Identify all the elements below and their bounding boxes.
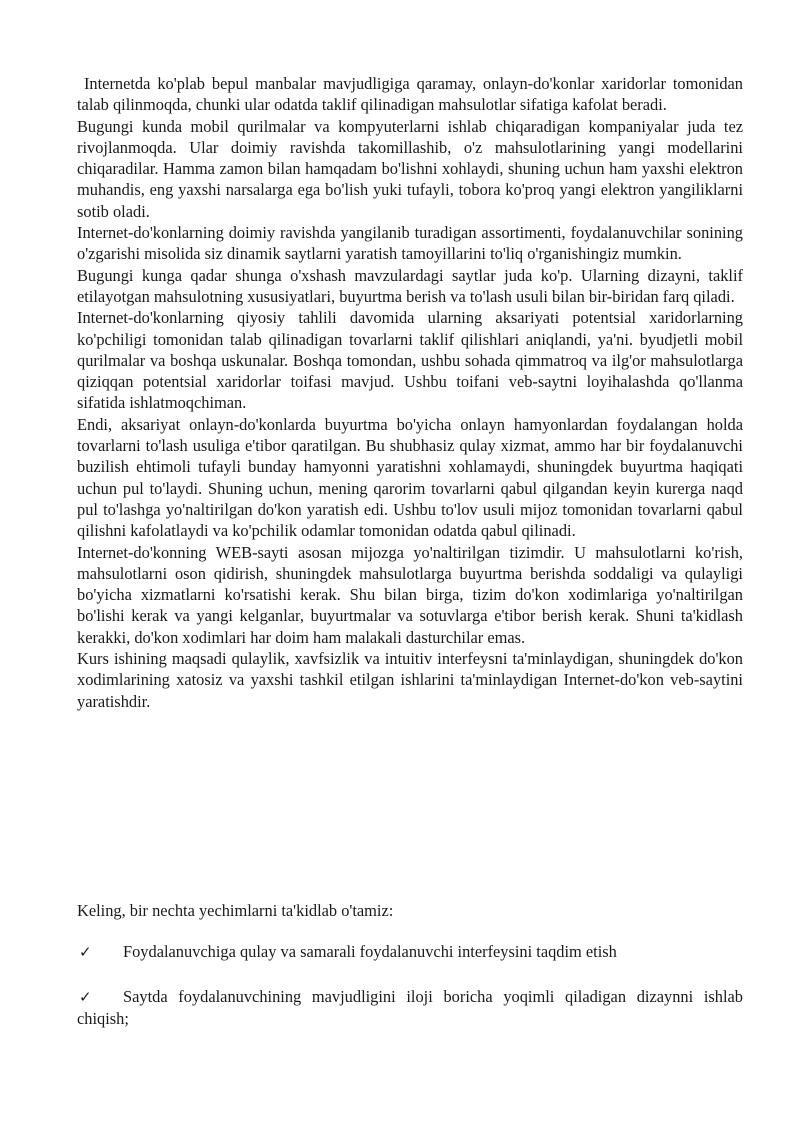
paragraph-4: Bugungi kunga qadar shunga o'xshash mavzulardagi saytlar juda ko'p. Ularning dizayni, taklif etilayotgan mahsulotning xususiyatlari, buyurtma berish va to'lash usuli bilan bir-biridan farq qiladi.	[77, 265, 743, 306]
document-body	[77, 73, 748, 712]
paragraph-2: Bugungi kunda mobil qurilmalar va kompyuterlarni ishlab chiqaradigan kompaniyalar juda tez rivojlanmoqda. Ular doimiy ravishda takomillashib, o'z mahsulotlarining yangi modellarini chiqaradilar. Hamma zamon bilan hamqadam bo'lishni xohlaydi, shuning uchun ham yaxshi elektron muhandis, eng yaxshi narsalarga ega bo'lish yuki tufayli, tobora ko'proq yangi elektron yangiliklarni sotib oladi.	[77, 116, 743, 221]
checkmark-icon: ✓	[79, 988, 92, 1006]
bullet-item-2	[77, 986, 743, 1030]
bullet-text-1: Foydalanuvchiga qulay va samarali foydalanuvchi interfeysini taqdim etish	[123, 942, 617, 961]
checkmark-icon: ✓	[79, 943, 92, 961]
paragraph-5: Internet-do'konlarning qiyosiy tahlili davomida ularning aksariyati potentsial xaridorlarning ko'pchiligi tomonidan talab qilinadigan tovarlarni taklif qilishlari aniqlandi, ya'ni. byudjetli mobil qurilmalar va boshqa uskunalar. Boshqa tomondan, ushbu sohada qimmatroq va ilg'or mahsulotlarga qiziqqan potentsial xaridorlar toifasi mavjud. Ushbu toifani veb-saytni loyihalashda qo'llanma sifatida ishlatmoqchiman.	[77, 308, 743, 413]
bullet-item-1	[77, 941, 743, 963]
paragraph-7: Internet-do'konning WEB-sayti asosan mijozga yo'naltirilgan tizimdir. U mahsulotlarni ko'rish, mahsulotlarni oson qidirish, shuningdek mahsulotlarga buyurtma berishda soddaligi va qulayligi bo'yicha xizmatlarni ko'rsatishi kerak. Shu bilan birga, tizim do'kon xodimlariga yo'naltirilgan bo'lishi kerak va yangi kelganlar, buyurtmalar va sotuvlarga e'tibor berish kerak. Shuni ta'kidlash kerakki, do'kon xodimlari har doim ham malakali dasturchilar emas.	[77, 542, 743, 647]
paragraph-3: Internet-do'konlarning doimiy ravishda yangilanib turadigan assortimenti, foydalanuvchilar sonining o'zgarishi misolida siz dinamik saytlarni yaratish tamoyillarini to'liq o'rganishingiz mumkin.	[77, 223, 743, 264]
paragraph-1: Internetda ko'plab bepul manbalar mavjudligiga qaramay, onlayn-do'konlar xaridorlar tomonidan talab qilinmoqda, chunki ular odatda taklif qilinadigan mahsulotlar sifatiga kafolat beradi.	[77, 74, 748, 115]
bullet-text-2: Saytda foydalanuvchining mavjudligini iloji boricha yoqimli qiladigan dizaynni ishlab chiqish;	[77, 987, 743, 1029]
paragraph-8: Kurs ishining maqsadi qulaylik, xavfsizlik va intuitiv interfeysni ta'minlaydigan, shuningdek do'kon xodimlarining xatosiz va yaxshi tashkil etilgan ishlarini ta'minlaydigan Internet-do'kon veb-saytini yaratishdir.	[77, 649, 743, 711]
solutions-intro: Keling, bir nechta yechimlarni ta'kidlab o'tamiz:	[77, 901, 394, 920]
paragraph-6: Endi, aksariyat onlayn-do'konlarda buyurtma bo'yicha onlayn hamyonlardan foydalangan holda tovarlarni to'lash usuliga e'tibor qaratilgan. Bu shubhasiz qulay xizmat, ammo har bir foydalanuvchi buzilish ehtimoli tufayli bunday hamyonni yaratishni xohlamaydi, shuningdek buyurtma haqiqati uchun pul to'laydi. Shuning uchun, mening qarorim tovarlarni qabul qilgandan keyin kurerga naqd pul to'lashga yo'naltirilgan do'kon yaratish edi. Ushbu to'lov usuli mijoz tomonidan tovarlarni qabul qilishni kafolatlaydi va ko'pchilik odamlar tomonidan odatda qabul qilinadi.	[77, 414, 743, 541]
